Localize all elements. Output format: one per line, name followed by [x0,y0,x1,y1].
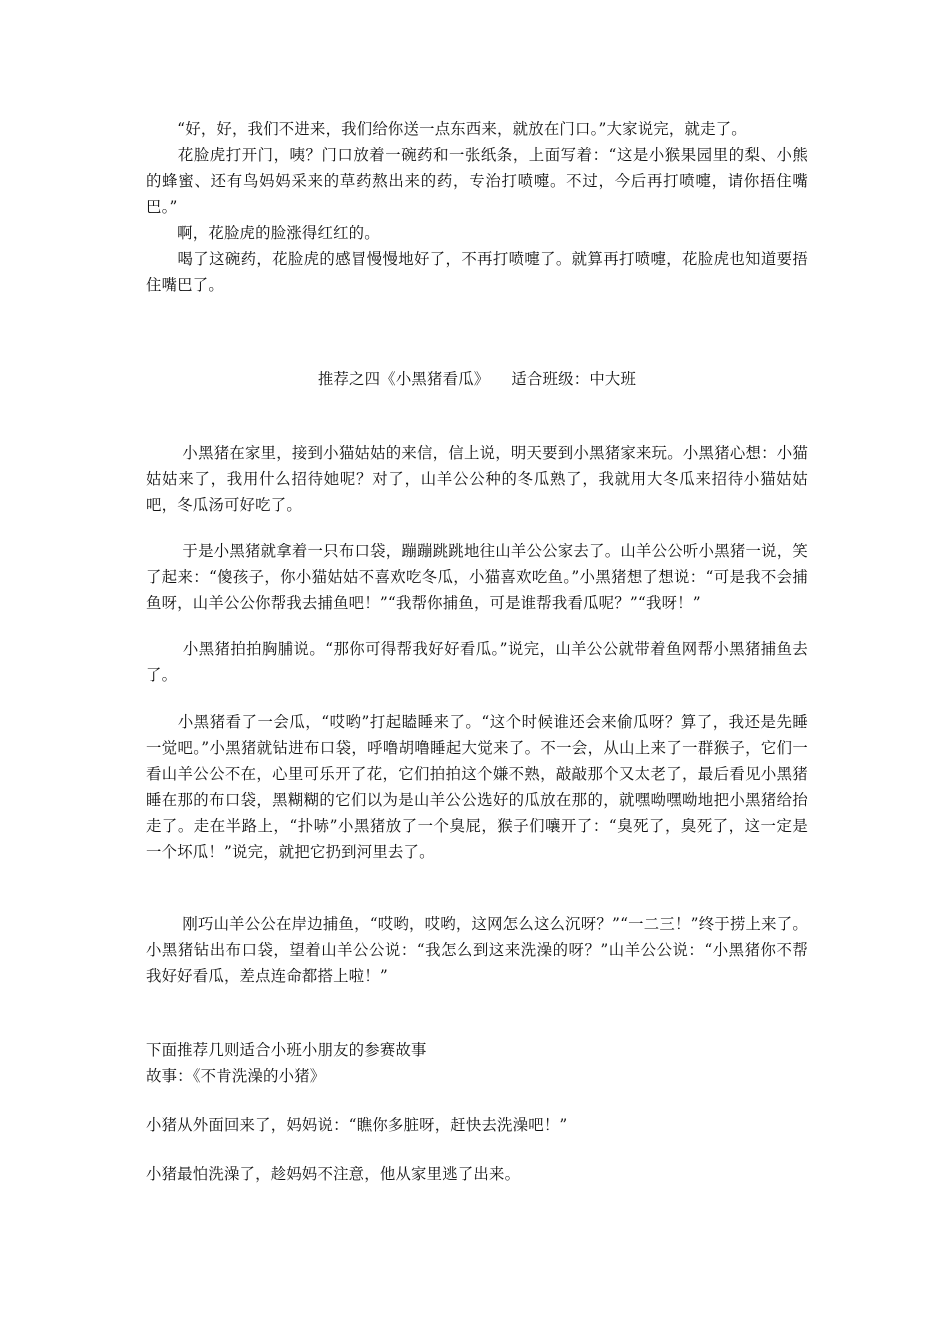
story5-intro: 下面推荐几则适合小班小朋友的参赛故事 [146,1041,427,1059]
story4-heading-class: 适合班级：中大班 [511,370,637,388]
story3-paragraph-4: 喝了这碗药，花脸虎的感冒慢慢地好了，不再打喷嚏了。就算再打喷嚏，花脸虎也知道要捂住嘴巴了。 [146,250,808,294]
story3-paragraph-1: “好，好，我们不进来，我们给你送一点东西来，就放在门口。”大家说完，就走了。 [146,120,747,138]
story4-paragraph-5: 刚巧山羊公公在岸边捕鱼，“哎哟，哎哟，这网怎么这么沉呀？”“一二三！”终于捞上来了。小黑猪钻出布口袋，望着山羊公公说：“我怎么到这来洗澡的呀？”山羊公公说：“小黑猪你不帮我好好看瓜，差点连命都搭上啦！” [146,915,808,985]
story4-heading-title: 推荐之四《小黑猪看瓜》 [317,370,490,388]
story3-paragraph-2: 花脸虎打开门，咦？门口放着一碗药和一张纸条，上面写着：“这是小猴果园里的梨、小熊的蜂蜜、还有鸟妈妈采来的草药熬出来的药，专治打喷嚏。不过，今后再打喷嚏，请你捂住嘴巴。” [146,146,808,216]
story5-title: 故事：《不肯洗澡的小猪》 [146,1067,326,1085]
story4-heading [146,366,808,392]
story5-paragraph-1: 小猪从外面回来了，妈妈说：“瞧你多脏呀，赶快去洗澡吧！” [146,1116,568,1134]
story3-paragraph-3: 啊，花脸虎的脸涨得红红的。 [146,224,380,242]
story4-paragraph-1: 小黑猪在家里，接到小猫姑姑的来信，信上说，明天要到小黑猪家来玩。小黑猪心想：小猫姑姑来了，我用什么招待她呢？对了，山羊公公种的冬瓜熟了，我就用大冬瓜来招待小猫姑姑吧，冬瓜汤可好吃了。 [146,444,808,514]
story4-paragraph-3: 小黑猪拍拍胸脯说。“那你可得帮我好好看瓜。”说完，山羊公公就带着鱼网帮小黑猪捕鱼去了。 [146,640,808,684]
story5-paragraph-2: 小猪最怕洗澡了，趁妈妈不注意，他从家里逃了出来。 [146,1165,521,1183]
story4-paragraph-4: 小黑猪看了一会瓜，“哎哟”打起瞌睡来了。“这个时候谁还会来偷瓜呀？算了，我还是先睡一觉吧。”小黑猪就钻进布口袋，呼噜胡噜睡起大觉来了。不一会，从山上来了一群猴子，它们一看山羊公公不在，心里可乐开了花，它们拍拍这个嫌不熟，敲敲那个又太老了，最后看见小黑猪睡在那的布口袋，黑糊糊的它们以为是山羊公公选好的瓜放在那的，就嘿呦嘿呦地把小黑猪给抬走了。走在半路上，“扑哧”小黑猪放了一个臭屁，猴子们嚷开了：“臭死了，臭死了，这一定是一个坏瓜！”说完，就把它扔到河里去了。 [146,713,808,861]
story4-paragraph-2: 于是小黑猪就拿着一只布口袋，蹦蹦跳跳地往山羊公公家去了。山羊公公听小黑猪一说，笑了起来：“傻孩子，你小猫姑姑不喜欢吃冬瓜，小猫喜欢吃鱼。”小黑猪想了想说：“可是我不会捕鱼呀，山羊公公你帮我去捕鱼吧！”“我帮你捕鱼，可是谁帮我看瓜呢？”“我呀！” [146,542,808,612]
